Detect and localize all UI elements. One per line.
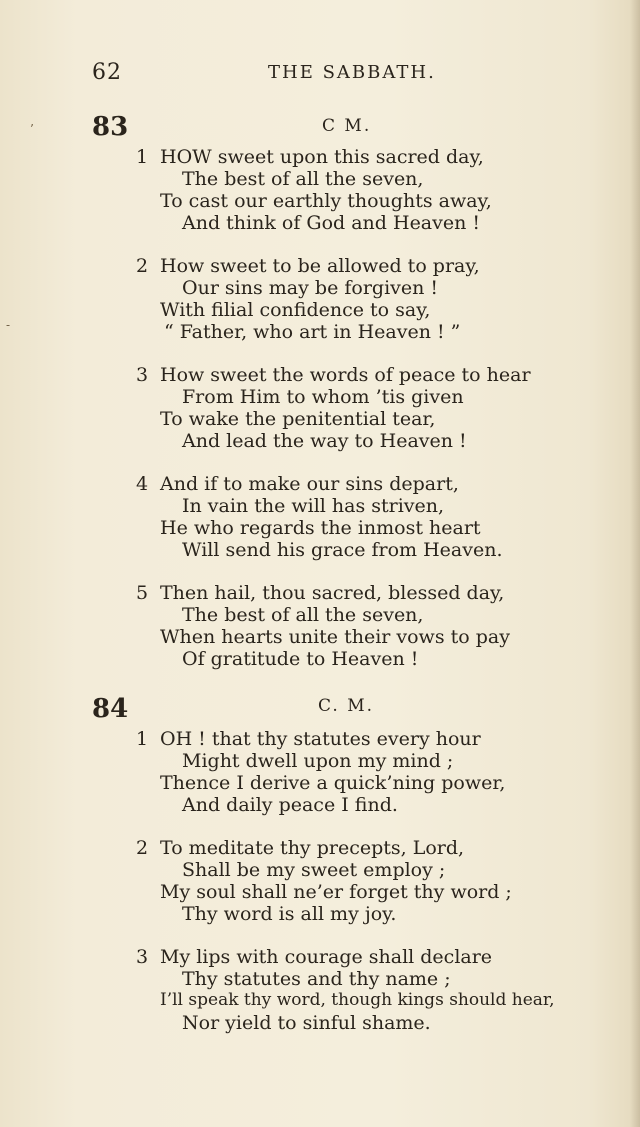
verse-line: And if to make our sins depart, bbox=[160, 473, 459, 495]
verse-line: And lead the way to Heaven ! bbox=[182, 430, 467, 452]
verse-line: To cast our earthly thoughts away, bbox=[160, 190, 492, 212]
verse-number: 1 bbox=[136, 146, 149, 168]
hymn-meter: C. M. bbox=[318, 696, 375, 716]
verse-line: HOW sweet upon this sacred day, bbox=[160, 146, 484, 168]
verse-line: The best of all the seven, bbox=[182, 168, 424, 190]
verse-line: When hearts unite their vows to pay bbox=[160, 626, 510, 648]
page-number: 62 bbox=[92, 60, 122, 85]
verse-line: Our sins may be forgiven ! bbox=[182, 277, 439, 299]
verse-line: And think of God and Heaven ! bbox=[182, 212, 481, 234]
verse-line: From Him to whom ’tis given bbox=[182, 386, 464, 408]
verse-number: 1 bbox=[136, 728, 149, 750]
margin-dot-mark: - bbox=[6, 318, 11, 332]
page-edge-shadow bbox=[630, 0, 640, 1127]
verse-line: And daily peace I find. bbox=[182, 794, 398, 816]
verse-number: 4 bbox=[136, 473, 149, 495]
running-title: THE SABBATH. bbox=[268, 62, 436, 83]
verse-line: Shall be my sweet employ ; bbox=[182, 859, 446, 881]
verse-line: With filial confidence to say, bbox=[160, 299, 431, 321]
verse-line: My soul shall ne’er forget thy word ; bbox=[160, 881, 512, 903]
verse-line: Of gratitude to Heaven ! bbox=[182, 648, 419, 670]
verse-line: Might dwell upon my mind ; bbox=[182, 750, 454, 772]
hymn-number: 84 bbox=[92, 694, 129, 724]
verse-number: 3 bbox=[136, 946, 149, 968]
hymn-number: 83 bbox=[92, 112, 129, 142]
verse-line: I’ll speak thy word, though kings should hear, bbox=[160, 990, 555, 1010]
margin-tick-mark: ’ bbox=[30, 122, 34, 136]
verse-line: My lips with courage shall declare bbox=[160, 946, 493, 968]
verse-line: Thy word is all my joy. bbox=[182, 903, 397, 925]
verse-line: He who regards the inmost heart bbox=[160, 517, 481, 539]
verse-line: Will send his grace from Heaven. bbox=[182, 539, 503, 561]
verse-line: To meditate thy precepts, Lord, bbox=[160, 837, 465, 859]
verse-line: Thence I derive a quick’ning power, bbox=[160, 772, 506, 794]
verse-number: 2 bbox=[136, 837, 149, 859]
verse-line: Thy statutes and thy name ; bbox=[182, 968, 451, 990]
verse-line: Nor yield to sinful shame. bbox=[182, 1012, 431, 1034]
verse-line: OH ! that thy statutes every hour bbox=[160, 728, 481, 750]
verse-number: 2 bbox=[136, 255, 149, 277]
verse-line: The best of all the seven, bbox=[182, 604, 424, 626]
verse-line: In vain the will has striven, bbox=[182, 495, 445, 517]
verse-line: How sweet the words of peace to hear bbox=[160, 364, 531, 386]
verse-number: 5 bbox=[136, 582, 149, 604]
hymn-meter: C M. bbox=[322, 116, 372, 136]
verse-line: Then hail, thou sacred, blessed day, bbox=[160, 582, 505, 604]
verse-line: “ Father, who art in Heaven ! ” bbox=[164, 321, 461, 343]
verse-line: How sweet to be allowed to pray, bbox=[160, 255, 480, 277]
verse-number: 3 bbox=[136, 364, 149, 386]
running-head bbox=[92, 60, 562, 90]
verse-line: To wake the penitential tear, bbox=[160, 408, 436, 430]
